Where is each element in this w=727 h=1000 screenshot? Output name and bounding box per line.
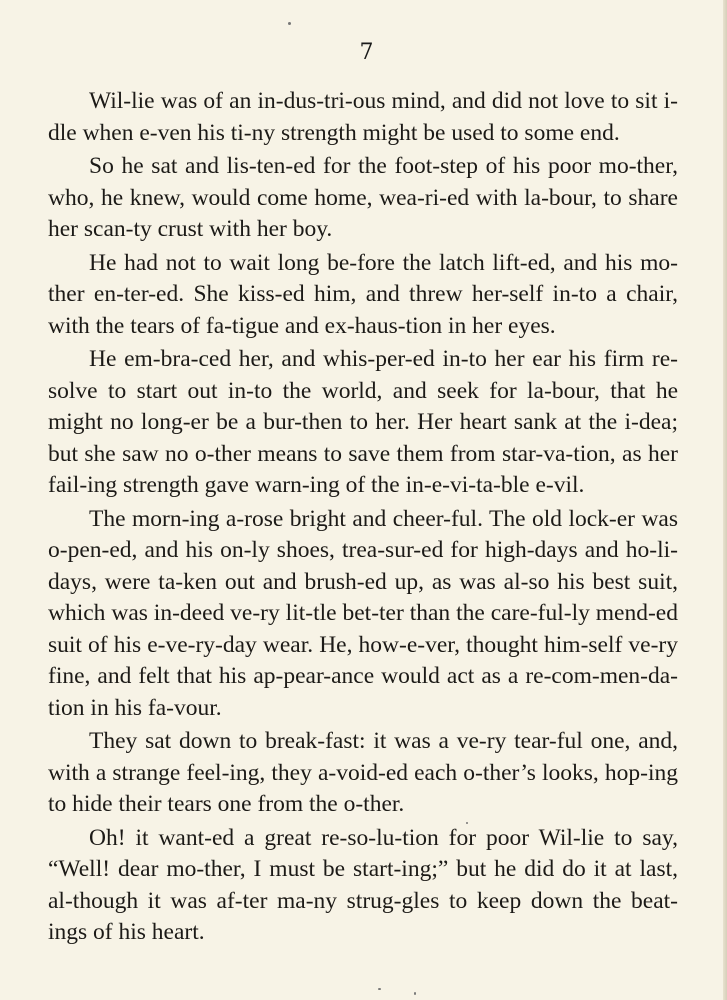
paragraph: Wil-lie was of an in-dus-tri-ous mind, and did not love to sit i-dle when e-ven his ti-ny strength might be used to some end. xyxy=(48,88,678,146)
ink-speck xyxy=(414,992,416,995)
ink-speck xyxy=(288,22,291,25)
paragraph: So he sat and lis-ten-ed for the foot-step of his poor mo-ther, who, he knew, would come home, wea-ri-ed with la-bour, to share her scan-ty crust with her boy. xyxy=(48,153,678,242)
ink-speck xyxy=(378,988,381,990)
paragraph: They sat down to break-fast: it was a ve-ry tear-ful one, and, with a strange feel-ing, they a-void-ed each o-ther’s looks, hop-ing to hide their tears one from the o-ther. xyxy=(48,728,678,817)
paragraph: The morn-ing a-rose bright and cheer-ful. The old lock-er was o-pen-ed, and his on-ly shoes, trea-sur-ed for high-days and ho-li-days, were ta-ken out and brush-ed up, as was al-so his best suit, which was in-deed ve-ry lit-tle bet-ter than the care-ful-ly mend-ed suit of his e-ve-ry-day wear. He, how-e-ver, thought him-self ve-ry fine, and felt that his ap-pear-ance would act as a re-com-men-da-tion in his fa-vour. xyxy=(48,505,678,721)
page-number: 7 xyxy=(359,40,374,65)
body-text xyxy=(48,86,678,951)
paragraph: Oh! it want-ed a great re-so-lu-tion for poor Wil-lie to say, “Well! dear mo-ther, I must be start-ing;” but he did do it at last, al-though it was af-ter ma-ny strug-gles to keep down the beat-ings of his heart. xyxy=(48,824,678,945)
paragraph: He em-bra-ced her, and whis-per-ed in-to her ear his firm re-solve to start out in-to the world, and seek for la-bour, that he might no long-er be a bur-then to her. Her heart sank at the i-dea; but she saw no o-ther means to save them from star-va-tion, as her fail-ing strength gave warn-ing of the in-e-vi-ta-ble e-vil. xyxy=(48,346,678,498)
page-edge xyxy=(723,0,727,1000)
paragraph: He had not to wait long be-fore the latch lift-ed, and his mo-ther en-ter-ed. She kiss-ed him, and threw her-self in-to a chair, with the tears of fa-tigue and ex-haus-tion in her eyes. xyxy=(48,249,678,339)
